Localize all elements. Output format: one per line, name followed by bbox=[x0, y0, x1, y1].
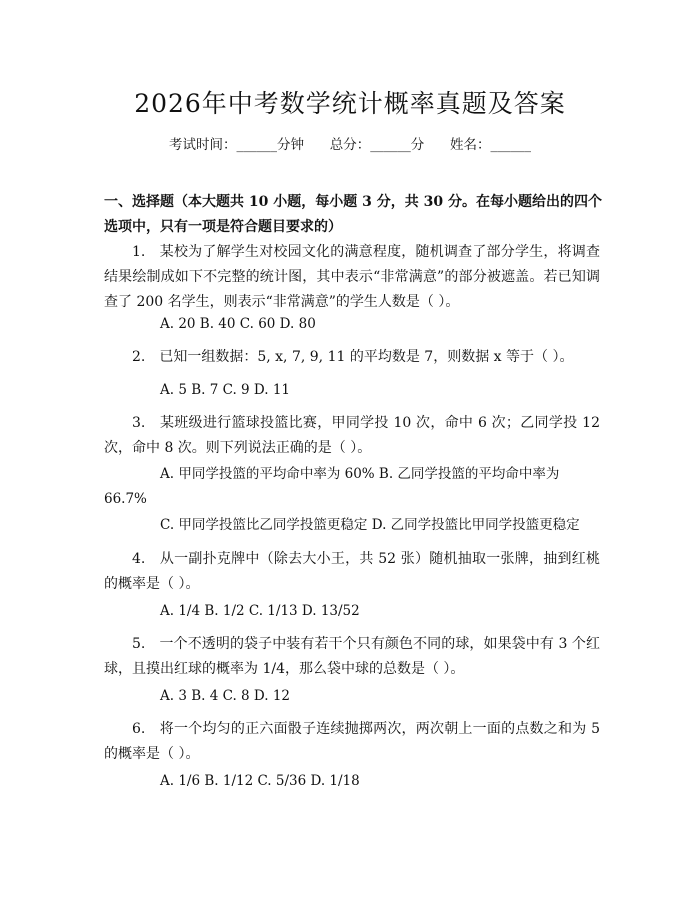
question-2-options: A. 5 B. 7 C. 9 D. 11 bbox=[160, 382, 291, 398]
question-6-options: A. 1/6 B. 1/12 C. 5/36 D. 1/18 bbox=[160, 773, 360, 789]
question-1-options: A. 20 B. 40 C. 60 D. 80 bbox=[160, 316, 316, 332]
question-4-options: A. 1/4 B. 1/2 C. 1/13 D. 13/52 bbox=[160, 603, 360, 619]
document-title: 2026年中考数学统计概率真题及答案 bbox=[134, 89, 566, 118]
question-1-stem: 1. 某校为了解学生对校园文化的满意程度，随机调查了部分学生，将调查结果绘制成如下不完整的统计图，其中表示“非常满意”的部分被遮盖。若已知调查了 200 名学生，则表示“非常满意”的学生人数是（ ）。 bbox=[104, 244, 600, 310]
question-2-stem: 2. 已知一组数据：5, x, 7, 9, 11 的平均数是 7，则数据 x 等于（ ）。 bbox=[132, 349, 574, 365]
question-3-options-ab: A. 甲同学投篮的平均命中率为 60% B. 乙同学投篮的平均命中率为 66.7% bbox=[104, 466, 560, 507]
question-4-stem: 4. 从一副扑克牌中（除去大小王，共 52 张）随机抽取一张牌，抽到红桃的概率是（ ）。 bbox=[104, 551, 600, 592]
question-6-stem: 6. 将一个均匀的正六面骰子连续抛掷两次，两次朝上一面的点数之和为 5 的概率是（ ）。 bbox=[104, 721, 600, 762]
question-5-options: A. 3 B. 4 C. 8 D. 12 bbox=[160, 688, 291, 704]
question-5-stem: 5. 一个不透明的袋子中装有若干个只有颜色不同的球，如果袋中有 3 个红球，且摸出红球的概率为 1/4，那么袋中球的总数是（ ）。 bbox=[104, 636, 600, 677]
question-3-options-cd: C. 甲同学投篮比乙同学投篮更稳定 D. 乙同学投篮比甲同学投篮更稳定 bbox=[160, 517, 580, 533]
exam-meta-line: 考试时间：______分钟 总分：______分 姓名：______ bbox=[169, 137, 531, 153]
question-3-stem: 3. 某班级进行篮球投篮比赛，甲同学投 10 次，命中 6 次；乙同学投 12 次，命中 8 次。则下列说法正确的是（ ）。 bbox=[104, 415, 600, 456]
section-heading: 一、选择题（本大题共 10 小题，每小题 3 分，共 30 分。在每小题给出的四个选项中，只有一项是符合题目要求的） bbox=[104, 194, 602, 235]
